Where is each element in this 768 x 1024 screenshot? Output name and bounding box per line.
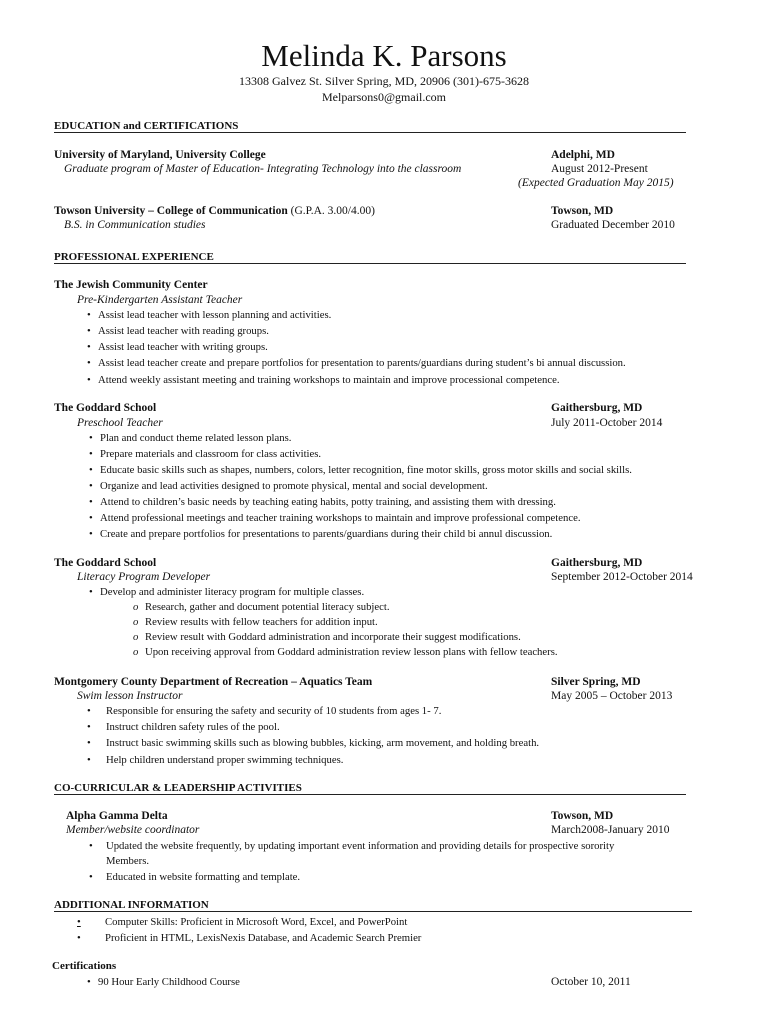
certification-date: October 10, 2011 (551, 976, 631, 988)
bullet-icon: • (87, 705, 91, 717)
job-org: The Goddard School (54, 557, 157, 569)
circle-bullet-icon: o (133, 616, 139, 628)
additional-heading: ADDITIONAL INFORMATION (54, 899, 209, 911)
activity-date: March2008-January 2010 (551, 824, 670, 836)
bullet-icon: • (89, 464, 93, 476)
job-date: May 2005 – October 2013 (551, 690, 673, 702)
job-location: Gaithersburg, MD (551, 402, 643, 414)
job-subbullet: o Upon receiving approval from Goddard administration review lesson plans with fellow teachers. (133, 646, 558, 658)
education-program: Graduate program of Master of Education- Integrating Technology into the classroom (64, 163, 462, 175)
bullet-icon: • (77, 932, 81, 944)
experience-heading: PROFESSIONAL EXPERIENCE (54, 251, 214, 263)
education-program: B.S. in Communication studies (64, 219, 206, 231)
job-role: Literacy Program Developer (77, 571, 211, 583)
job-bullet: • Help children understand proper swimming techniques. (87, 754, 344, 766)
education-school (54, 206, 375, 218)
bullet-icon: • (87, 309, 91, 321)
bullet-icon: • (89, 512, 93, 524)
education-school: University of Maryland, University College (54, 149, 266, 161)
activity-bullet: • Educated in website formatting and template. (89, 871, 301, 883)
circle-bullet-icon: o (133, 646, 139, 658)
job-bullet: • Plan and conduct theme related lesson plans. (89, 432, 292, 444)
job-bullet: • Assist lead teacher create and prepare portfolios for presentation to parents/guardians during student’s bi annual discussion. (87, 357, 626, 369)
job-location: Silver Spring, MD (551, 676, 641, 688)
job-bullet: • Attend to children’s basic needs by teaching eating habits, potty training, and assisting them with dressing. (89, 496, 556, 508)
job-role: Swim lesson Instructor (77, 690, 183, 702)
circle-bullet-icon: o (133, 631, 139, 643)
bullet-icon: • (87, 357, 91, 369)
circle-bullet-icon: o (133, 601, 139, 613)
bullet-icon: • (89, 496, 93, 508)
job-location: Gaithersburg, MD (551, 557, 643, 569)
job-bullet: • Organize and lead activities designed to promote physical, mental and social development. (89, 480, 488, 492)
education-note: (Expected Graduation May 2015) (518, 177, 674, 189)
bullet-icon: • (87, 737, 91, 749)
activity-location: Towson, MD (551, 810, 614, 822)
job-bullet: • Assist lead teacher with reading groups. (87, 325, 269, 337)
bullet-icon: • (87, 976, 91, 988)
job-bullet: • Create and prepare portfolios for presentations to parents/guardians during their child bi annul discussion. (89, 528, 553, 540)
education-location: Adelphi, MD (551, 149, 615, 161)
bullet-icon: • (89, 528, 93, 540)
education-heading: EDUCATION and CERTIFICATIONS (54, 120, 239, 132)
contact-address: 13308 Galvez St. Silver Spring, MD, 20906 (301)-675-3628 (239, 74, 529, 88)
job-bullet: • Prepare materials and classroom for class activities. (89, 448, 322, 460)
education-location: Towson, MD (551, 205, 614, 217)
bullet-icon: • (89, 480, 93, 492)
job-org: The Goddard School (54, 402, 157, 414)
experience-rule (54, 263, 686, 264)
education-date: Graduated December 2010 (551, 219, 675, 231)
bullet-icon: • (87, 341, 91, 353)
certification-item: • 90 Hour Early Childhood Course (87, 976, 240, 988)
activity-bullet-continuation: Members. (106, 855, 150, 867)
additional-bullet: • Computer Skills: Proficient in Microsoft Word, Excel, and PowerPoint (77, 916, 408, 928)
job-bullet: • Assist lead teacher with lesson planning and activities. (87, 309, 332, 321)
job-date: July 2011-October 2014 (551, 417, 663, 429)
bullet-icon: • (89, 448, 93, 460)
resume-name: Melinda K. Parsons (261, 38, 507, 73)
job-role: Pre-Kindergarten Assistant Teacher (77, 294, 243, 306)
job-bullet: • Assist lead teacher with writing groups. (87, 341, 268, 353)
additional-rule (54, 911, 692, 912)
bullet-icon: • (87, 325, 91, 337)
job-bullet: • Responsible for ensuring the safety and security of 10 students from ages 1- 7. (87, 705, 442, 717)
job-subbullet: o Review result with Goddard administration and incorporate their suggest modifications. (133, 631, 521, 643)
additional-bullet: • Proficient in HTML, LexisNexis Database, and Academic Search Premier (77, 932, 422, 944)
school-gpa: (G.P.A. 3.00/4.00) (290, 205, 375, 217)
education-date: August 2012-Present (551, 163, 648, 175)
job-role: Preschool Teacher (77, 417, 163, 429)
school-name: Towson University – College of Communication (54, 205, 288, 217)
job-subbullet: o Research, gather and document potential literacy subject. (133, 601, 390, 613)
bullet-icon: • (89, 432, 93, 444)
job-date: September 2012-October 2014 (551, 571, 693, 583)
job-bullet: • Instruct basic swimming skills such as blowing bubbles, kicking, arm movement, and holding breath. (87, 737, 540, 749)
education-rule (54, 132, 686, 133)
activities-rule (54, 794, 686, 795)
bullet-icon: • (87, 721, 91, 733)
activity-bullet: • Updated the website frequently, by updating important event information and providing details for prospective sorority (89, 840, 615, 852)
bullet-icon: • (89, 840, 93, 852)
job-org: The Jewish Community Center (54, 279, 208, 291)
activity-org: Alpha Gamma Delta (66, 810, 168, 822)
job-bullet: • Educate basic skills such as shapes, numbers, colors, letter recognition, fine motor skills, gross motor skills and social skills. (89, 464, 632, 476)
activity-role: Member/website coordinator (66, 824, 200, 836)
job-bullet: • Develop and administer literacy program for multiple classes. (89, 586, 365, 598)
certifications-heading: Certifications (52, 960, 117, 972)
bullet-icon: • (89, 586, 93, 598)
contact-email: Melparsons0@gmail.com (321, 90, 447, 104)
job-bullet: • Instruct children safety rules of the pool. (87, 721, 280, 733)
bullet-icon: • (87, 754, 91, 766)
bullet-icon: • (77, 916, 81, 928)
activities-heading: CO-CURRICULAR & LEADERSHIP ACTIVITIES (54, 782, 302, 794)
job-subbullet: o Review results with fellow teachers for addition input. (133, 616, 378, 628)
bullet-icon: • (87, 374, 91, 386)
job-bullet: • Attend weekly assistant meeting and training workshops to maintain and improve processional competence. (87, 374, 560, 386)
job-org: Montgomery County Department of Recreation – Aquatics Team (54, 676, 373, 688)
bullet-icon: • (89, 871, 93, 883)
job-bullet: • Attend professional meetings and teacher training workshops to maintain and improve professional competence. (89, 512, 581, 524)
